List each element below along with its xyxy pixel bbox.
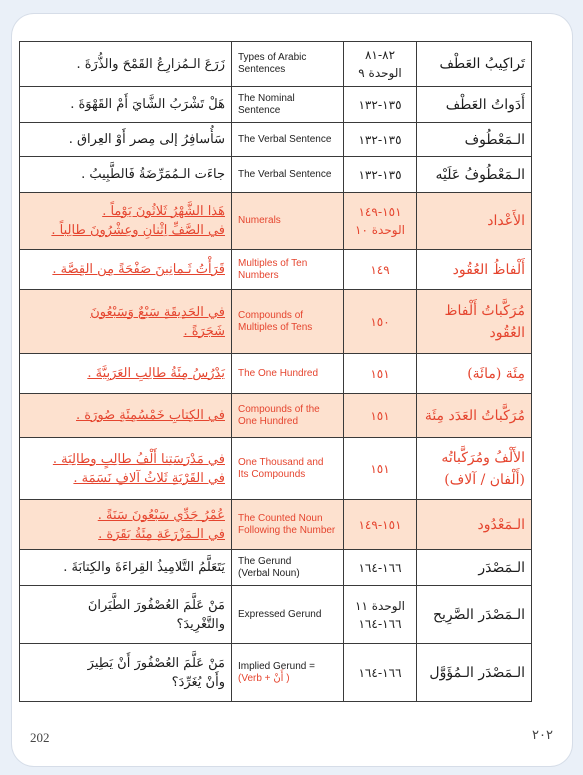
term-cell: أَدَواتُ العَطْف [417,87,532,123]
page-ref-cell: ١٦٦-١٦٤ [344,550,417,586]
page-ref-cell: الوحدة ١١ ١٦٦-١٦٤ [344,586,417,644]
table-row [20,354,532,394]
term-cell: الأَعْداد [417,193,532,250]
table-row [20,290,532,354]
term-cell: الـمَصْدَر الـمُؤَوَّل [417,644,532,702]
page-ref-cell: ١٥١-١٤٩ [344,500,417,550]
table-row [20,193,532,250]
english-cell: The Verbal Sentence [232,123,344,157]
page-ref-cell: ١٣٥-١٣٢ [344,157,417,193]
table-row [20,550,532,586]
term-cell: الـمَعْطُوف [417,123,532,157]
example-cell: جاءَت الـمُمَرِّضَةُ فَالطَّبِيبُ . [20,157,232,193]
english-cell: Types of Arabic Sentences [232,42,344,87]
table-row [20,394,532,438]
term-cell: مُرَكَّباتُ العَدَد مِئَة [417,394,532,438]
example-cell: يَتَعَلَّمُ التَّلامِيذُ القِراءَةَ والكِتابَةَ . [20,550,232,586]
english-cell: The One Hundred [232,354,344,394]
example-cell: في الكِتابِ خَمْسُمِئَةِ صُورَة . [20,394,232,438]
grammar-table [19,41,532,702]
table-row [20,123,532,157]
term-cell: الأَلْفُ ومُرَكَّباتُه (أَلْفان / آلاف) [417,438,532,500]
page-ref-cell: ١٦٦-١٦٤ [344,644,417,702]
example-cell: هَلْ تَشْرَبُ الشَّايَ أَمْ القَهْوَةَ . [20,87,232,123]
table-row [20,42,532,87]
example-cell: هَذا الشَّهْرُ ثَلاثُونَ يَوْماً . في الصَّفِّ اِثْنانِ وعِشْرُونَ طالِباً . [20,193,232,250]
page-ref-cell: ١٥٠ [344,290,417,354]
example-cell: قَرَأْتُ ثَـمانِينَ صَفْحَةً مِن القِصَّة . [20,250,232,290]
term-cell: الـمَصْدَر الصَّرِيح [417,586,532,644]
term-cell: الـمَعْطُوفُ عَلَيْه [417,157,532,193]
english-cell: The Counted Noun Following the Number [232,500,344,550]
table-row [20,586,532,644]
english-cell: Compounds of Multiples of Tens [232,290,344,354]
page-number-latin: 202 [30,730,50,745]
english-cell: The Gerund (Verbal Noun) [232,550,344,586]
page-ref-cell: ١٥١ [344,354,417,394]
example-cell: عُمْرُ جَدِّي سَبْعُونَ سَنَةً . في الـمَزْرَعَةِ مِئَةُ بَقَرَة . [20,500,232,550]
term-cell: مُرَكَّباتُ أَلْفاظ العُقُود [417,290,532,354]
english-cell: The Verbal Sentence [232,157,344,193]
english-cell: Implied Gerund = (Verb + أَنْ ) [232,644,344,702]
table-row [20,157,532,193]
example-cell: في الحَدِيقَةِ سَبْعٌ وَسَبْعُونَ شَجَرَةً . [20,290,232,354]
english-cell: Numerals [232,193,344,250]
table-row [20,500,532,550]
example-cell: سَأُسافِرُ إلى مِصر أَوْ العِراق . [20,123,232,157]
page-ref-cell: ١٥١ [344,394,417,438]
example-cell: مَنْ عَلَّمَ العُصْفُورَ الطَّيَرانَ والتَّغْرِيدَ؟ [20,586,232,644]
term-cell: مِئَة (مائَة) [417,354,532,394]
page-ref-cell: ١٤٩ [344,250,417,290]
table-row [20,87,532,123]
table-row [20,438,532,500]
page-ref-cell: ١٣٥-١٣٢ [344,123,417,157]
page-ref-cell: ١٥١ [344,438,417,500]
example-cell: زَرَعَ الـمُزارِعُ القَمْحَ والذُّرَةَ . [20,42,232,87]
page-ref-cell: ١٣٥-١٣٢ [344,87,417,123]
table-body [20,42,532,702]
term-cell: تَراكِيبُ العَطْف [417,42,532,87]
english-cell: Multiples of Ten Numbers [232,250,344,290]
english-cell: Expressed Gerund [232,586,344,644]
term-cell: أَلْفاظُ العُقُود [417,250,532,290]
table-row [20,250,532,290]
page-ref-cell: ١٥١-١٤٩ الوحدة ١٠ [344,193,417,250]
page-number-arabic: ٢٠٢ [532,728,553,743]
example-cell: يَدْرُسُ مِئَةُ طالِبِ العَرَبِيَّةَ . [20,354,232,394]
page-ref-cell: ٨٢-٨١ الوحدة ٩ [344,42,417,87]
term-cell: الـمَعْدُود [417,500,532,550]
term-cell: الـمَصْدَر [417,550,532,586]
example-cell: مَنْ عَلَّمَ العُصْفُورَ أَنْ يَطِيرَ وأَنْ يُغَرِّدَ؟ [20,644,232,702]
english-cell: The Nominal Sentence [232,87,344,123]
example-cell: في مَدْرَسَتِنا أَلْفُ طالِبٍ وطالِبَة . في القَرْيَةِ ثَلاثُ آلافِ نَسَمَة . [20,438,232,500]
english-cell: Compounds of the One Hundred [232,394,344,438]
english-cell: One Thousand and Its Compounds [232,438,344,500]
table-row [20,644,532,702]
